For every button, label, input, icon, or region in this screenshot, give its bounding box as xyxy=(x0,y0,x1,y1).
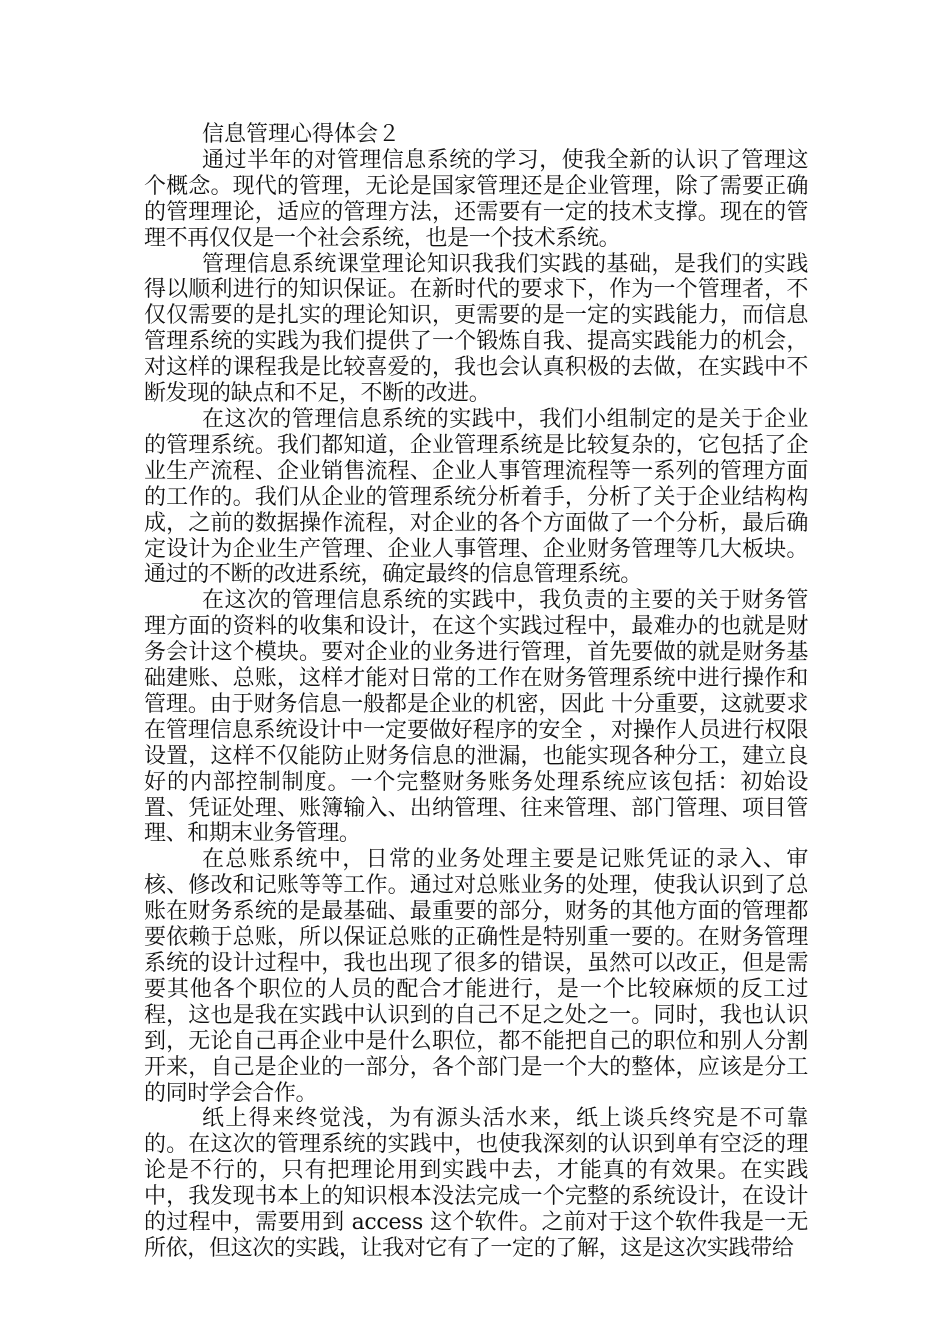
paragraph: 通过半年的对管理信息系统的学习，使我全新的认识了管理这个概念。现代的管理，无论是国家管理还是企业管理，除了需要正确的管理理论，适应的管理方法，还需要有一定的技术支撑。现在的管理不再仅仅是一个社会系统，也是一个技术系统。 xyxy=(144,147,808,251)
paragraph: 在这次的管理信息系统的实践中，我们小组制定的是关于企业的管理系统。我们都知道，企业管理系统是比较复杂的，它包括了企业生产流程、企业销售流程、企业人事管理流程等一系列的管理方面的工作的。我们从企业的管理系统分析着手，分析了关于企业结构构成，之前的数据操作流程，对企业的各个方面做了一个分析，最后确定设计为企业生产管理、企业人事管理、企业财务管理等几大板块。通过的不断的改进系统，确定最终的信息管理系统。 xyxy=(144,406,808,588)
paragraph: 管理信息系统课堂理论知识我我们实践的基础，是我们的实践得以顺利进行的知识保证。在新时代的要求下，作为一个管理者，不仅仅需要的是扎实的理论知识，更需要的是一定的实践能力，而信息管理系统的实践为我们提供了一个锻炼自我、提高实践能力的机会，对这样的课程我是比较喜爱的，我也会认真积极的去做，在实践中不断发现的缺点和不足，不断的改进。 xyxy=(144,251,808,407)
paragraph: 在这次的管理信息系统的实践中，我负责的主要的关于财务管理方面的资料的收集和设计，在这个实践过程中，最难办的也就是财务会计这个模块。要对企业的业务进行管理，首先要做的就是财务基础建账、总账，这样才能对日常的工作在财务管理系统中进行操作和管理。由于财务信息一般都是企业的机密，因此 十分重要，这就要求在管理信息系统设计中一定要做好程序的安全 ，对操作人员进行权限设置，这样不仅能防止财务信息的泄漏，也能实现各种分工，建立良好的内部控制制度。一个完整财务账务处理系统应该包括：初始设置、凭证处理、账簿输入、出纳管理、往来管理、部门管理、项目管理、和期末业务管理。 xyxy=(144,588,808,847)
paragraph: 在总账系统中，日常的业务处理主要是记账凭证的录入、审核、修改和记账等等工作。通过对总账业务的处理，使我认识到了总账在财务系统的是最基础、最重要的部分，财务的其他方面的管理都要依赖于总账，所以保证总账的正确性是特别重一要的。在财务管理系统的设计过程中，我也出现了很多的错误，虽然可以改正，但是需要其他各个职位的人员的配合才能进行，是一个比较麻烦的反工过程，这也是我在实践中认识到的自己不足之处之一。同时，我也认识到，无论自己再企业中是什么职位，都不能把自己的职位和别人分割开来，自己是企业的一部分，各个部门是一个大的整体，应该是分工的同时学会合作。 xyxy=(144,847,808,1106)
document-body xyxy=(144,122,808,1262)
document-title: 信息管理心得体会２ xyxy=(202,122,401,147)
paragraph: 纸上得来终觉浅，为有源头活水来，纸上谈兵终究是不可靠的。在这次的管理系统的实践中，也使我深刻的认识到单有空泛的理论是不行的，只有把理论用到实践中去，才能真的有效果。在实践中，我发现书本上的知识根本没法完成一个完整的系统设计，在设计的过程中，需要用到 access 这个软件。之前对于这个软件我是一无所依，但这次的实践，让我对它有了一定的了解，这是这次实践带给 xyxy=(144,1106,808,1261)
